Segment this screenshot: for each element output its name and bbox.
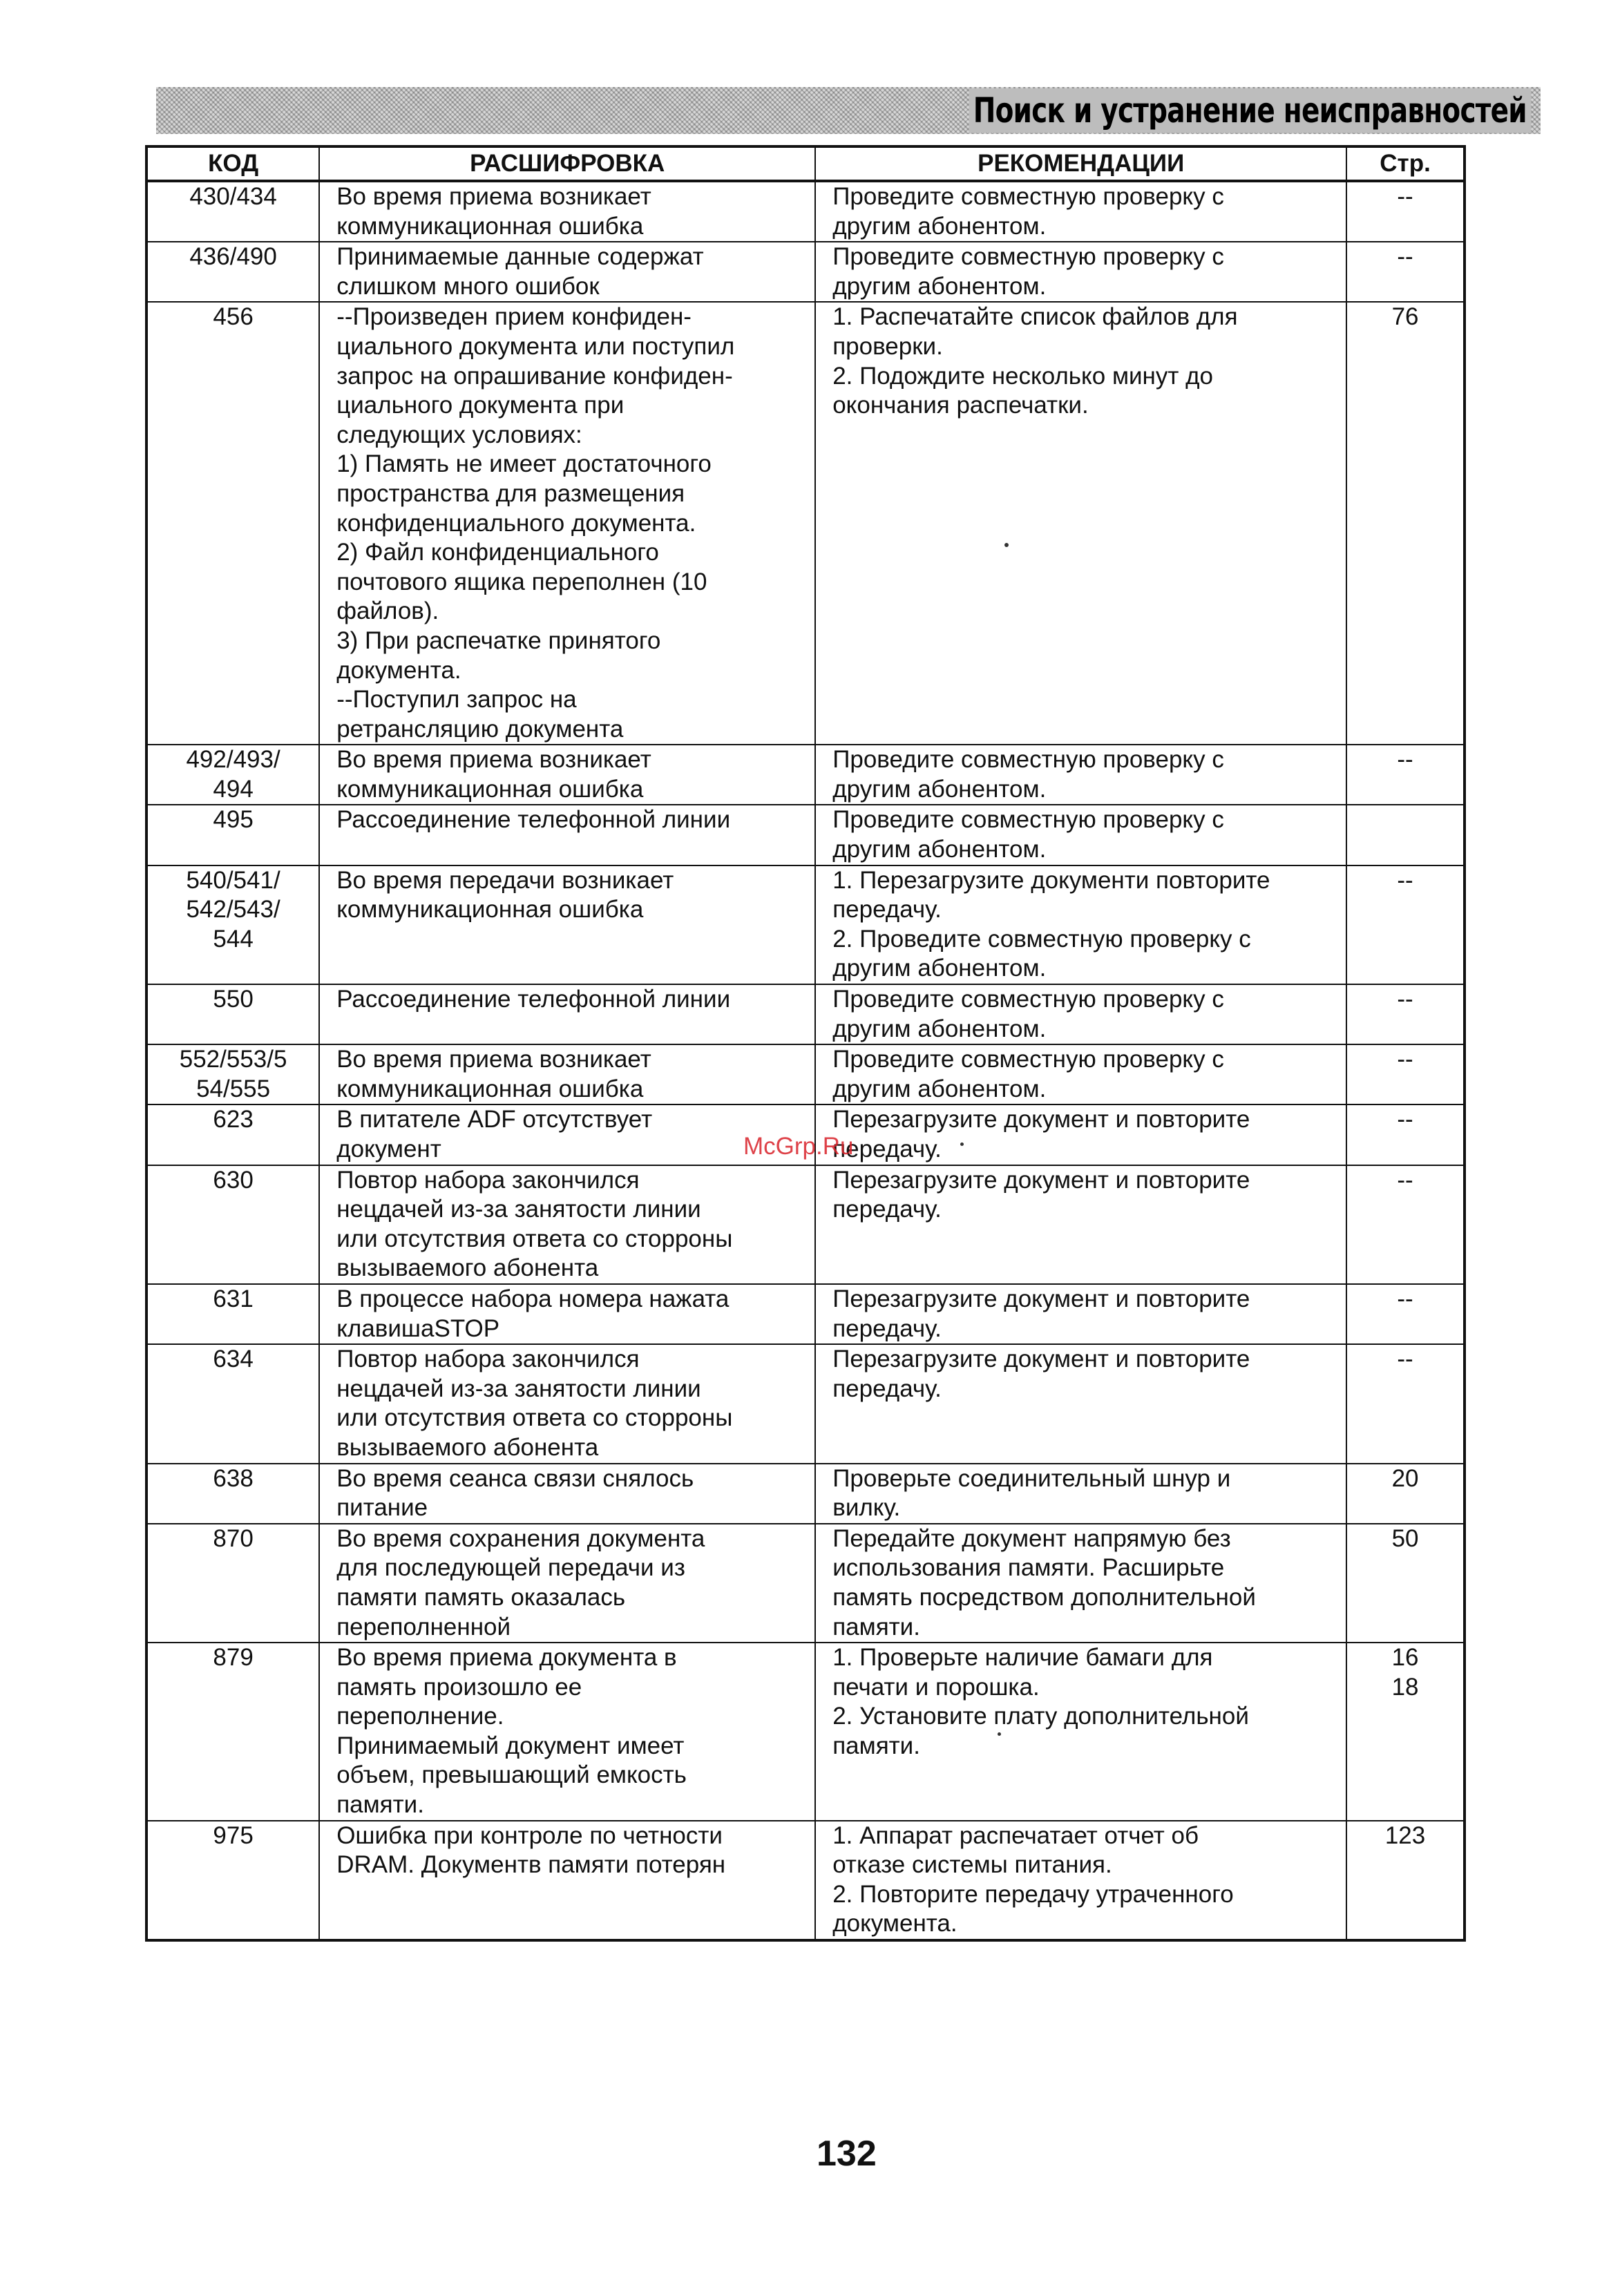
error-code: 436/490 [146,242,319,302]
column-header-recommendations: РЕКОМЕНДАЦИИ [815,146,1346,181]
error-code: 540/541/ 542/543/ 544 [146,865,319,984]
error-code: 631 [146,1284,319,1344]
section-title: Поиск и устранение неисправностей [969,88,1531,133]
table-row [146,242,1465,302]
table-header-row [146,146,1465,181]
page-reference: -- [1346,1044,1465,1104]
page-reference: -- [1346,242,1465,302]
error-code: 623 [146,1104,319,1165]
table-row [146,1464,1465,1524]
scan-speck [1004,543,1009,547]
error-code: 634 [146,1344,319,1463]
error-recommendation: Перезагрузите документ и повторите передачу. [815,1165,1346,1284]
table-row [146,1165,1465,1284]
page-reference: 16 18 [1346,1643,1465,1821]
table-row [146,805,1465,865]
table-row [146,1344,1465,1463]
column-header-description: РАСШИФРОВКА [319,146,815,181]
watermark: McGrp.Ru [743,1133,854,1160]
error-description: Во время приема возникает коммуникационная ошибка [319,745,815,805]
table-row [146,984,1465,1044]
error-recommendation: Проведите совместную проверку с другим абонентом. [815,242,1346,302]
page-reference: 20 [1346,1464,1465,1524]
table-row [146,181,1465,242]
error-description: Во время передачи возникает коммуникационная ошибка [319,865,815,984]
page-reference: -- [1346,865,1465,984]
error-code: 492/493/ 494 [146,745,319,805]
error-recommendation: 1. Распечатайте список файлов для проверки. 2. Подождите несколько минут до окончания распечатки. [815,302,1346,745]
error-recommendation: 1. Аппарат распечатает отчет об отказе системы питания. 2. Повторите передачу утраченного документа. [815,1821,1346,1940]
page-reference: 123 [1346,1821,1465,1940]
page-reference: -- [1346,1165,1465,1284]
page-reference: 50 [1346,1524,1465,1643]
error-description: Во время приема возникает коммуникационная ошибка [319,181,815,242]
error-recommendation: Перезагрузите документ и повторите передачу. [815,1104,1346,1165]
error-description: Во время приема документа в память произошло ее переполнение. Принимаемый документ имеет объем, превышающий емкость памяти. [319,1643,815,1821]
error-recommendation: Перезагрузите документ и повторите передачу. [815,1344,1346,1463]
page-reference: -- [1346,745,1465,805]
error-code: 975 [146,1821,319,1940]
error-code: 430/434 [146,181,319,242]
error-code: 456 [146,302,319,745]
error-description: Во время сохранения документа для последующей передачи из памяти память оказалась переполненной [319,1524,815,1643]
table-row [146,302,1465,745]
error-code: 630 [146,1165,319,1284]
error-description: Ошибка при контроле по четности DRAM. Документв памяти потерян [319,1821,815,1940]
table-row [146,865,1465,984]
error-description: --Произведен прием конфиден- циального документа или поступил запрос на опрашивание конфиден- циального документа при следующих условиях: 1) Память не имеет достаточного пространства для размещения конфиденциального документа. 2) Файл конфиденциального почтового ящика переполнен (10 файлов). 3) При распечатке принятого документа. --Поступил запрос на ретрансляцию документа [319,302,815,745]
error-recommendation: 1. Перезагрузите документи повторите передачу. 2. Проведите совместную проверку с другим абонентом. [815,865,1346,984]
page-reference: -- [1346,181,1465,242]
error-recommendation: Перезагрузите документ и повторите передачу. [815,1284,1346,1344]
column-header-page: Стр. [1346,146,1465,181]
error-description: В процессе набора номера нажата клавишаSTOP [319,1284,815,1344]
error-description: Во время сеанса связи снялось питание [319,1464,815,1524]
table-row [146,1643,1465,1821]
error-description: Рассоединение телефонной линии [319,984,815,1044]
error-description: Повтор набора закончился нецдачей из-за занятости линии или отсутствия ответа со сторроны вызываемого абонента [319,1165,815,1284]
error-code: 870 [146,1524,319,1643]
page-reference: -- [1346,984,1465,1044]
error-recommendation: Проведите совместную проверку с другим абонентом. [815,181,1346,242]
error-code: 495 [146,805,319,865]
header-band [156,87,1541,134]
table-row [146,745,1465,805]
error-description: Повтор набора закончился нецдачей из-за занятости линии или отсутствия ответа со сторроны вызываемого абонента [319,1344,815,1463]
column-header-code: КОД [146,146,319,181]
error-recommendation: 1. Проверьте наличие бамаги для печати и порошка. 2. Установите плату дополнительной памяти. [815,1643,1346,1821]
page-reference: -- [1346,1344,1465,1463]
error-code: 552/553/5 54/555 [146,1044,319,1104]
error-code: 550 [146,984,319,1044]
table-row [146,1524,1465,1643]
error-code: 638 [146,1464,319,1524]
page-reference: -- [1346,1284,1465,1344]
scan-speck [998,1732,1001,1736]
page-reference: -- [1346,1104,1465,1165]
table-row [146,1044,1465,1104]
error-description: В питателе ADF отсутствует документ [319,1104,815,1165]
error-description: Рассоединение телефонной линии [319,805,815,865]
error-recommendation: Проведите совместную проверку с другим абонентом. [815,805,1346,865]
page-number: 132 [817,2134,877,2174]
error-recommendation: Проведите совместную проверку с другим абонентом. [815,745,1346,805]
error-recommendation: Передайте документ напрямую без использования памяти. Расширьте память посредством дополнительной памяти. [815,1524,1346,1643]
error-description: Принимаемые данные содержат слишком много ошибок [319,242,815,302]
error-codes-table [145,145,1466,1942]
table-row [146,1284,1465,1344]
error-recommendation: Проведите совместную проверку с другим абонентом. [815,1044,1346,1104]
error-recommendation: Проверьте соединительный шнур и вилку. [815,1464,1346,1524]
scan-speck [960,1142,964,1146]
page-reference: 76 [1346,302,1465,745]
error-recommendation: Проведите совместную проверку с другим абонентом. [815,984,1346,1044]
table-row [146,1821,1465,1940]
error-code: 879 [146,1643,319,1821]
page-reference [1346,805,1465,865]
error-description: Во время приема возникает коммуникационная ошибка [319,1044,815,1104]
